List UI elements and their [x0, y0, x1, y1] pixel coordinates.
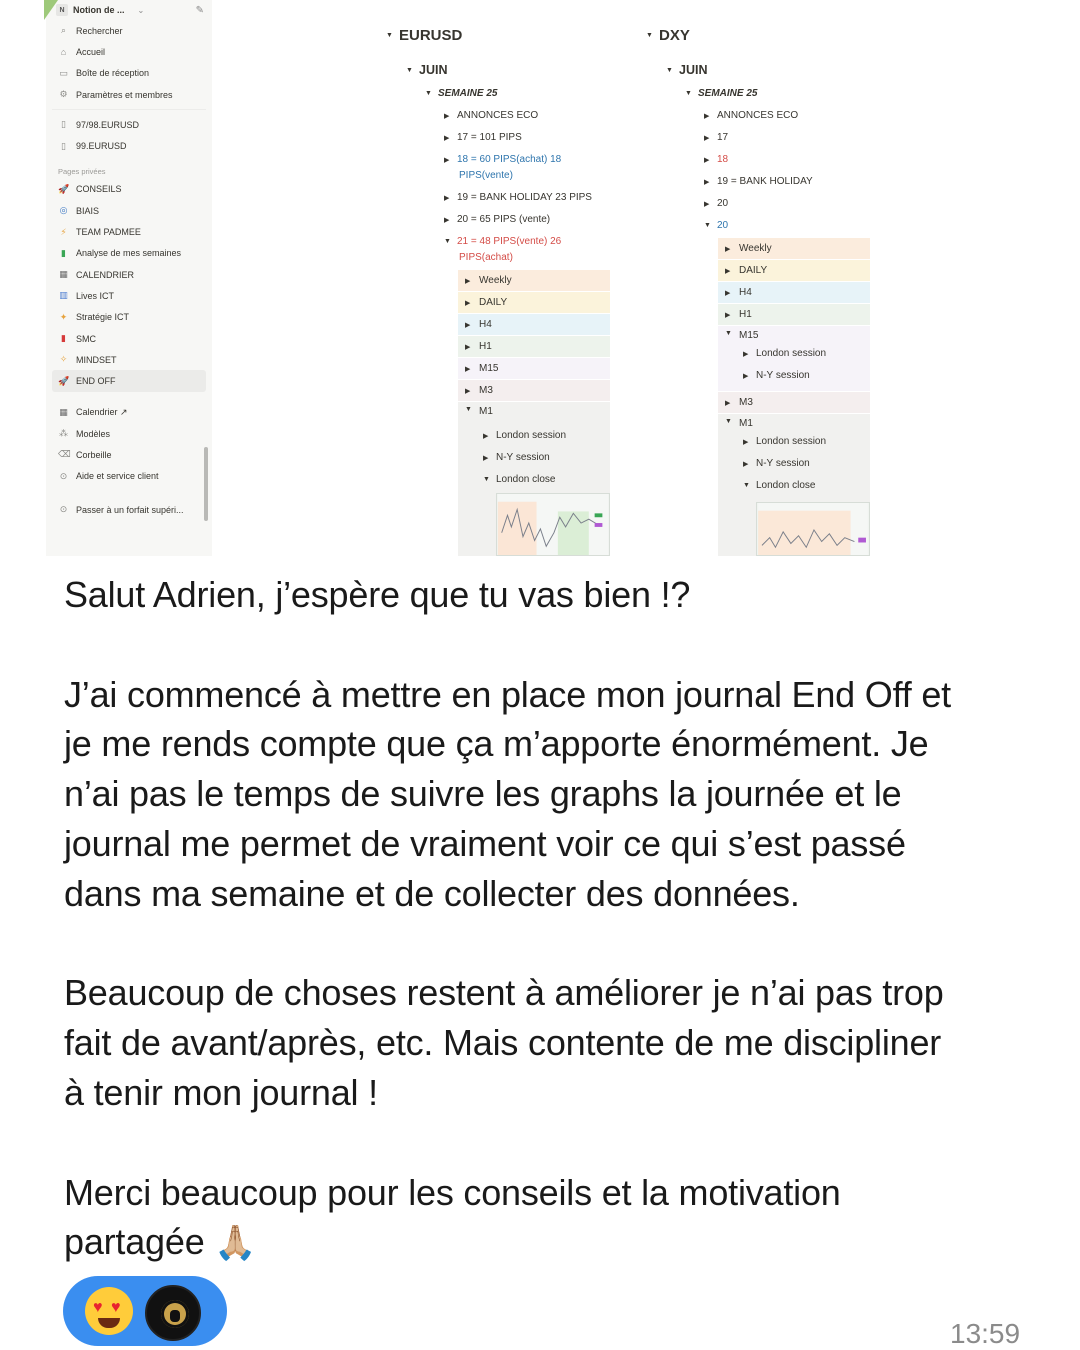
dxy-month: JUIN	[679, 63, 708, 77]
eurusd-m1-sub-label: London session	[496, 430, 567, 441]
search-icon: ⌕	[60, 25, 67, 36]
message-paragraph-4: Merci beaucoup pour les conseils et la motivation	[64, 1171, 841, 1213]
toggle-open-icon: ▼	[406, 66, 413, 74]
message-timestamp: 13:59	[950, 1318, 1021, 1349]
eurusd-title: EURUSD	[399, 27, 463, 44]
eurusd-row-label: 19 = BANK HOLIDAY 23 PIPS	[457, 192, 592, 203]
dxy-week: SEMAINE 25	[698, 88, 758, 99]
toggle-closed-icon: ▶	[465, 387, 471, 395]
dxy-m15-sub[interactable]	[743, 348, 826, 359]
toggle-closed-icon: ▶	[465, 277, 471, 285]
eurusd-week: SEMAINE 25	[438, 88, 498, 99]
eurusd-box-label: Weekly	[479, 275, 512, 286]
dxy-m1-sub[interactable]	[743, 436, 826, 447]
toggle-closed-icon: ▶	[725, 399, 731, 407]
sidebar-item-label: Boîte de réception	[76, 68, 150, 79]
dxy-row[interactable]	[704, 154, 728, 165]
dxy-week-toggle[interactable]	[685, 88, 757, 99]
toggle-closed-icon: ▶	[725, 289, 731, 297]
toggle-open-icon: ▼	[704, 222, 711, 229]
toggle-closed-icon: ▶	[725, 267, 731, 275]
eurusd-m1-sub-label: N-Y session	[496, 452, 550, 463]
message-body	[64, 570, 1024, 1269]
toggle-closed-icon: ▶	[444, 156, 450, 164]
toggle-closed-icon: ▶	[444, 134, 450, 142]
toggle-closed-icon: ▶	[465, 321, 471, 329]
gear-icon: ⚙	[59, 89, 68, 100]
eurusd-box-label: H1	[479, 341, 492, 352]
sidebar-item-label: Accueil	[76, 46, 106, 57]
message-paragraph-1: Salut Adrien, j’espère que tu vas bien !?	[64, 574, 691, 615]
eurusd-box-label: DAILY	[479, 297, 508, 308]
notion-logo-icon: N	[56, 4, 68, 16]
dxy-month-toggle[interactable]	[666, 63, 707, 77]
chart-image	[757, 503, 869, 555]
dxy-m15-sub-label: N-Y session	[756, 370, 810, 381]
calendar-icon: ▦	[59, 269, 68, 280]
dxy-box-h1[interactable]	[718, 304, 870, 325]
sidebar-item-label: Analyse de mes semaines	[76, 248, 182, 259]
eurusd-box-label: M1	[479, 406, 493, 417]
sidebar-item-label: END OFF	[76, 376, 116, 387]
new-page-icon[interactable]: ✎	[195, 4, 204, 16]
live-icon: ▥	[59, 290, 68, 301]
rocket-icon: 🚀	[58, 375, 70, 386]
message-last-word: partagée	[64, 1221, 205, 1263]
sidebar-item-label: 99.EURUSD	[76, 141, 127, 152]
rocket-icon: 🚀	[58, 183, 70, 194]
message-paragraph-4-end	[64, 1217, 1024, 1269]
dxy-row-label: 19 = BANK HOLIDAY	[717, 176, 813, 187]
dxy-box-m3[interactable]	[718, 392, 870, 413]
dxy-box-label: DAILY	[739, 265, 768, 276]
mouth-shape	[98, 1318, 120, 1328]
heart-eye-left-icon: ♥	[93, 1299, 103, 1316]
dxy-row[interactable]	[704, 198, 728, 209]
eurusd-row-label: ANNONCES ECO	[457, 110, 539, 121]
notion-screenshot	[46, 0, 870, 556]
sidebar-item-label: Corbeille	[76, 449, 112, 460]
dxy-box-weekly[interactable]	[718, 238, 870, 259]
page-icon: ▯	[61, 119, 66, 130]
sidebar-item-label: CONSEILS	[76, 184, 122, 195]
toggle-open-icon: ▼	[465, 406, 472, 413]
toggle-closed-icon: ▶	[704, 178, 710, 186]
eurusd-box-label: M3	[479, 385, 493, 396]
toggle-closed-icon: ▶	[465, 299, 471, 307]
dxy-row-label: 20	[717, 220, 729, 231]
dxy-title: DXY	[659, 27, 690, 44]
eurusd-box-label: H4	[479, 319, 492, 330]
dxy-m1-sub[interactable]	[743, 480, 816, 491]
toggle-open-icon: ▼	[425, 90, 432, 97]
book-icon: ▮	[61, 333, 66, 343]
sidebar-item-label: BIAIS	[76, 205, 100, 216]
dxy-box-daily[interactable]	[718, 260, 870, 281]
strategy-icon: ✦	[59, 311, 68, 322]
toggle-closed-icon: ▶	[725, 245, 731, 253]
dxy-row-label: 18	[717, 154, 729, 165]
toggle-open-icon: ▼	[646, 32, 653, 39]
toggle-closed-icon: ▶	[483, 432, 489, 440]
sidebar-item-label: Modèles	[76, 428, 111, 439]
toggle-closed-icon: ▶	[704, 156, 710, 164]
heart-eyes-emoji	[85, 1287, 133, 1335]
toggle-closed-icon: ▶	[444, 216, 450, 224]
dxy-m15-sub[interactable]	[743, 370, 810, 381]
sidebar-item-label: Paramètres et membres	[76, 89, 173, 100]
eurusd-row-label: 21 = 48 PIPS(vente) 26	[457, 236, 562, 247]
chevron-down-icon: ⌄	[137, 5, 145, 15]
dxy-box-label: H1	[739, 309, 752, 320]
toggle-open-icon: ▼	[666, 66, 673, 74]
toggle-open-icon: ▼	[685, 90, 692, 97]
dxy-row-label: ANNONCES ECO	[717, 110, 799, 121]
heart-eye-right-icon: ♥	[111, 1299, 121, 1316]
dxy-box-label: M15	[739, 330, 759, 341]
workspace-name: Notion de ...	[73, 5, 125, 15]
dxy-m1-sub-label: London session	[756, 436, 827, 447]
sidebar-item-label: CALENDRIER	[76, 269, 135, 280]
trash-icon: ⌫	[58, 449, 71, 460]
dxy-row[interactable]	[704, 110, 798, 121]
eurusd-row-label: 18 = 60 PIPS(achat) 18	[457, 154, 562, 165]
dxy-box-label: Weekly	[739, 243, 772, 254]
dxy-box-label: M1	[739, 418, 753, 429]
sidebar-item-label: TEAM PADMEE	[76, 227, 141, 238]
sidebar-item-label: Calendrier ↗	[76, 406, 128, 417]
dxy-m1-sub-label: N-Y session	[756, 458, 810, 469]
toggle-open-icon: ▼	[725, 330, 732, 337]
calendar-icon: ▦	[59, 406, 68, 417]
toggle-closed-icon: ▶	[444, 112, 450, 120]
help-icon: ⊙	[59, 470, 68, 481]
home-icon: ⌂	[60, 46, 67, 57]
sidebar-item-label: SMC	[76, 333, 96, 344]
dxy-box-h4[interactable]	[718, 282, 870, 303]
dxy-m1-sub-label: London close	[756, 480, 816, 491]
private-pages-label: Pages privées	[58, 166, 106, 176]
sidebar-item-label: Aide et service client	[76, 471, 159, 482]
dxy-row[interactable]	[704, 132, 728, 143]
toggle-closed-icon: ▶	[743, 350, 749, 358]
dxy-row-label: 17	[717, 132, 729, 143]
ram-avatar[interactable]	[145, 1285, 201, 1341]
toggle-closed-icon: ▶	[743, 372, 749, 380]
page-icon: ▯	[61, 140, 66, 151]
toggle-open-icon: ▼	[386, 32, 393, 39]
sidebar-item-label: 97/98.EURUSD	[76, 119, 140, 130]
eurusd-m1-sub-label: London close	[496, 474, 556, 485]
eurusd-box-label: M15	[479, 363, 499, 374]
eurusd-month: JUIN	[419, 63, 448, 77]
eurusd-row-label: 17 = 101 PIPS	[457, 132, 522, 143]
toggle-closed-icon: ▶	[725, 311, 731, 319]
upgrade-label: Passer à un forfait supéri...	[76, 504, 184, 515]
toggle-closed-icon: ▶	[743, 460, 749, 468]
toggle-closed-icon: ▶	[483, 454, 489, 462]
message-paragraph-2: J’ai commencé à mettre en place mon journal End Off et je me rends compte que ça m’apporte énormément. Je n’ai pas le temps de suivre les graphs la journée et le journal me permet de vraiment voir ce qui s’est passé dans ma semaine et de collecter des données.	[64, 673, 951, 914]
dxy-row-label: 20	[717, 198, 729, 209]
message-paragraph-3: Beaucoup de choses restent à améliorer je n’ai pas trop fait de avant/après, etc. Mais contente de me discipliner à tenir mon journal !	[64, 972, 944, 1113]
eurusd-row-label: 20 = 65 PIPS (vente)	[457, 214, 551, 225]
toggle-closed-icon: ▶	[465, 365, 471, 373]
toggle-closed-icon: ▶	[704, 200, 710, 208]
sparkle-icon: ✧	[59, 354, 68, 365]
sidebar-item-label: Rechercher	[76, 25, 123, 36]
team-icon: ⚡	[60, 226, 67, 237]
praying-hands-emoji: 🙏🏼	[214, 1224, 257, 1263]
sidebar-item-label: MINDSET	[76, 354, 117, 365]
sidebar-item-label: Stratégie ICT	[76, 312, 130, 323]
dxy-m15-sub-label: London session	[756, 348, 827, 359]
dxy-toggle[interactable]	[646, 27, 690, 44]
book-icon: ▮	[61, 247, 66, 258]
toggle-closed-icon: ▶	[704, 134, 710, 142]
dxy-m1-sub[interactable]	[743, 458, 810, 469]
eurusd-row-label: PIPS(achat)	[459, 252, 513, 263]
bias-icon: ◎	[59, 205, 68, 216]
toggle-closed-icon: ▶	[465, 343, 471, 351]
dxy-box-label: H4	[739, 287, 752, 298]
reactions-pill[interactable]	[63, 1276, 227, 1346]
toggle-closed-icon: ▶	[743, 438, 749, 446]
template-icon: ⁂	[59, 428, 68, 439]
eurusd-row-label: PIPS(vente)	[459, 170, 513, 181]
toggle-open-icon: ▼	[725, 418, 732, 425]
toggle-open-icon: ▼	[444, 238, 451, 245]
toggle-closed-icon: ▶	[704, 112, 710, 120]
toggle-open-icon: ▼	[483, 476, 490, 483]
corner-accent	[44, 0, 58, 20]
inbox-icon: ▭	[59, 67, 68, 78]
toggle-closed-icon: ▶	[444, 194, 450, 202]
dxy-row[interactable]	[704, 176, 813, 187]
dxy-chart-thumbnail[interactable]	[756, 502, 870, 556]
toggle-open-icon: ▼	[743, 482, 750, 489]
dxy-box-label: M3	[739, 397, 753, 408]
upgrade-icon: ⊙	[59, 504, 68, 515]
dxy-row[interactable]	[704, 220, 728, 231]
ram-logo-icon	[161, 1300, 189, 1328]
sidebar-item-label: Lives ICT	[76, 290, 115, 301]
